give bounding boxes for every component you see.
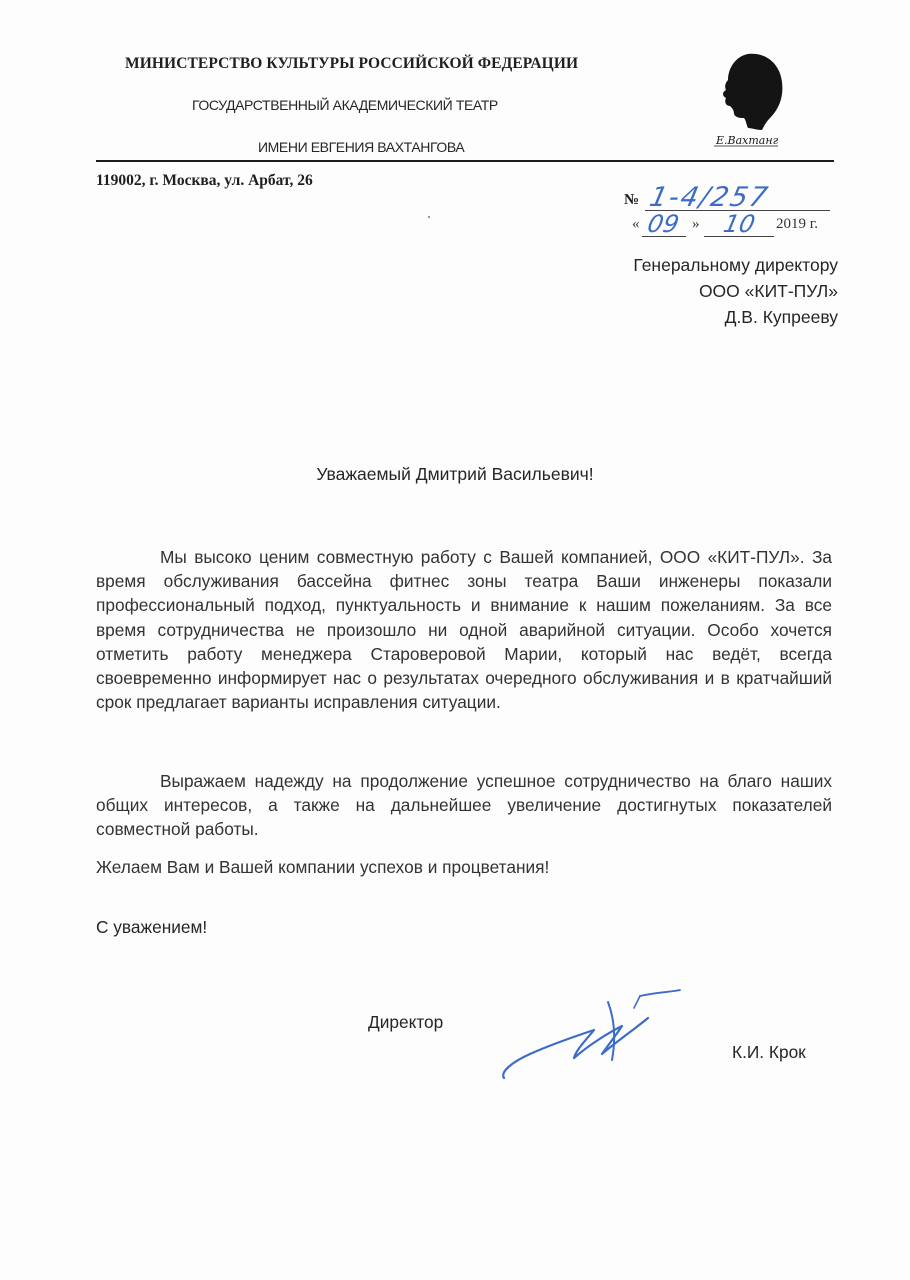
vakhtangov-profile-logo [708, 50, 786, 152]
date-close-quote-wrap [692, 216, 700, 233]
scan-speck [428, 216, 430, 218]
date-open-quote: « [632, 216, 640, 232]
svg-text:Е.Вахтанг: Е.Вахтанг [716, 134, 779, 147]
addressee-block [633, 252, 838, 330]
date-day-handwritten: 09 [645, 210, 682, 238]
date-year: 2019 г. [776, 216, 818, 232]
addressee-company: ООО «КИТ-ПУЛ» [698, 281, 838, 301]
theatre-name-line1: ГОСУДАРСТВЕННЫЙ АКАДЕМИЧЕСКИЙ ТЕАТР [192, 97, 498, 113]
addressee-position: Генеральному директору [633, 255, 838, 275]
reg-date [632, 216, 640, 233]
date-close-quote: » [692, 216, 700, 232]
body-paragraph-3: Желаем Вам и Вашей компании успехов и процветания! [96, 857, 550, 877]
body-paragraph-1: Мы высоко ценим совместную работу с Вашей компанией, ООО «КИТ-ПУЛ». За время обслуживания бассейна фитнес зоны театра Ваши инженеры показали профессиональный подход, пунктуальность и внимание к нашим пожеланиям. За все время сотрудничества не произошло ни одной аварийной ситуации. Особо хочется отметить работу менеджера Староверовой Марии, который нас ведёт, всегда своевременно информирует нас о результатах очередного обслуживания и в кратчайший срок предлагает варианты исправления ситуации. [96, 547, 832, 713]
salutation: Уважаемый Дмитрий Васильевич! [316, 464, 594, 484]
reg-number-label: № [624, 192, 640, 208]
signatory-title: Директор [368, 1012, 444, 1032]
addressee-name: Д.В. Купрееву [724, 307, 838, 327]
body-paragraph-2: Выражаем надежду на продолжение успешное сотрудничество на благо наших общих интересов, а также на дальнейшее увеличение достигнутых показателей совместной работы. [96, 771, 832, 840]
signatory-name: К.И. Крок [732, 1042, 806, 1062]
reg-number-handwritten: 1-4/257 [646, 182, 773, 213]
closing-phrase: С уважением! [96, 917, 208, 937]
theatre-address: 119002, г. Москва, ул. Арбат, 26 [96, 172, 313, 189]
handwritten-signature [490, 988, 690, 1088]
theatre-name-line2: ИМЕНИ ЕВГЕНИЯ ВАХТАНГОВА [258, 139, 465, 155]
date-month-handwritten: 10 [721, 210, 758, 238]
letterhead-divider [96, 160, 834, 162]
date-year-wrap [776, 216, 818, 233]
ministry-name: МИНИСТЕРСТВО КУЛЬТУРЫ РОССИЙСКОЙ ФЕДЕРАЦИИ [125, 55, 579, 72]
